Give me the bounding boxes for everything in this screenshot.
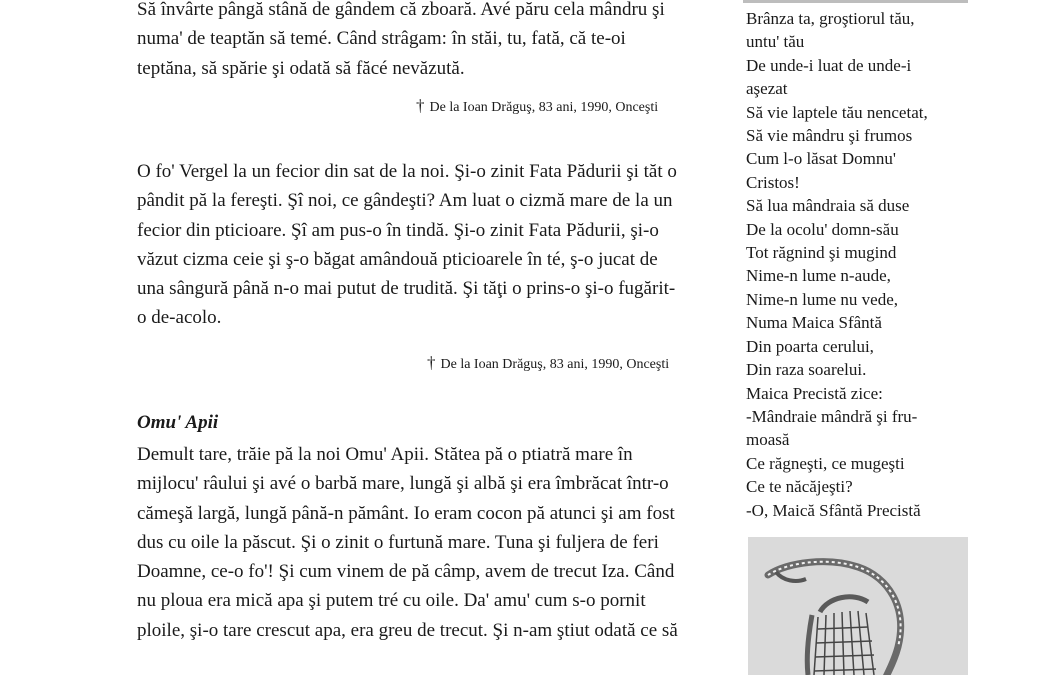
poem-line: Ce te năcăjeşti? [746,477,853,497]
poem-line: -O, Maică Sfântă Precistă [746,500,921,520]
text-line: numa' de teaptăn să temé. Când strâgam: în stăi, tu, fată, că te-oi [137,28,626,50]
poem-line: Ce răgneşti, ce mugeşti [746,453,905,473]
text-line: Să învârte pângă stână de gândem că zboară. Avé păru cela mândru şi [137,0,665,20]
cross-icon: † [427,353,436,372]
text-line: dus cu oile la păscut. Şi o zinit o furtună mare. Tuna şi fuljera de feri [137,531,659,553]
woven-artifact-photo [748,537,968,675]
paragraph-fata-padurii-end [137,0,715,83]
poem-line: -Mândraie mândră şi fru- [746,406,918,426]
poem-line: Din raza soarelui. [746,360,867,380]
text-line: fecior din pticioare. Şî am pus-o în tindă. Şi-o zinit Fata Pădurii, şi-o [137,219,659,241]
text-line: nu ploua era mică apa şi putem tré cu oile. Da' amu' cum s-o pornit [137,590,646,612]
text-line: una sângură până n-o mai putut de trudită. Şi tăţi o prins-o şi-o fugărit- [137,278,676,300]
text-line: văzut cizma ceie şi ş-o băgat amândouă pticioarele în té, ş-o jucat de [137,248,658,270]
source-attribution [427,353,669,373]
sidebar-top-rule [743,0,968,3]
source-text: De la Ioan Drăguş, 83 ani, 1990, Onceşti [429,100,659,115]
poem-line: Nime-n lume nu vede, [746,289,899,309]
text-line: teptăna, să spărie şi odată să făcé nevăzută. [137,57,465,79]
text-line: Doamne, ce-o fo'! Şi cum vinem de pă câmp, avem de trecut Iza. Când [137,561,675,583]
poem-line: De la ocolu' domn-său [746,219,899,239]
sidebar-poem [746,7,976,522]
poem-line: Cum l-o lăsat Domnu' [746,149,896,169]
text-line: pândit pă la fereşti. Şî noi, ce gândeşti? Am luat o cizmă mare de la un [137,190,673,212]
paragraph-omu-apii [137,440,715,645]
cross-icon: † [416,96,425,115]
source-text: De la Ioan Drăguş, 83 ani, 1990, Onceşti [440,357,670,372]
section-heading: Omu' Apii [137,412,219,433]
poem-line: Să lua mândraia să duse [746,196,910,216]
poem-line: moasă [746,430,790,450]
text-line: O fo' Vergel la un fecior din sat de la noi. Şi-o zinit Fata Pădurii şi tăt o [137,161,677,182]
poem-line: Din poarta cerului, [746,336,874,356]
poem-line: untu' tău [746,32,805,52]
text-line: cămeşă largă, lungă până-n pământ. Io eram cocon pă atunci şi am fost [137,502,675,524]
paragraph-vergel [137,157,715,333]
poem-line: Tot răgnind şi mugind [746,243,897,263]
poem-line: Numa Maica Sfântă [746,313,882,333]
poem-line: Să vie laptele tău nencetat, [746,102,928,122]
poem-line: Să vie mândru şi frumos [746,126,913,146]
text-line: Demult tare, trăie pă la noi Omu' Apii. Stătea pă o ptiatră mare în [137,444,633,465]
text-line: ploile, şi-o tare crescut apa, era greu de trecut. Şi n-am ştiut odată ce să [137,619,678,641]
text-line: mijlocu' râului şi avé o barbă mare, lungă şi albă şi era îmbrăcat într-o [137,473,669,495]
text-line: o de-acolo. [137,307,222,329]
poem-line: De unde-i luat de unde-i [746,55,912,75]
poem-line: aşezat [746,79,788,99]
poem-line: Cristos! [746,172,800,192]
source-attribution [416,96,658,116]
poem-line: Nime-n lume n-aude, [746,266,891,286]
poem-line: Maica Precistă zice: [746,383,883,403]
woven-artifact-illustration [748,537,968,675]
poem-line: Brânza ta, groştiorul tău, [746,9,915,28]
